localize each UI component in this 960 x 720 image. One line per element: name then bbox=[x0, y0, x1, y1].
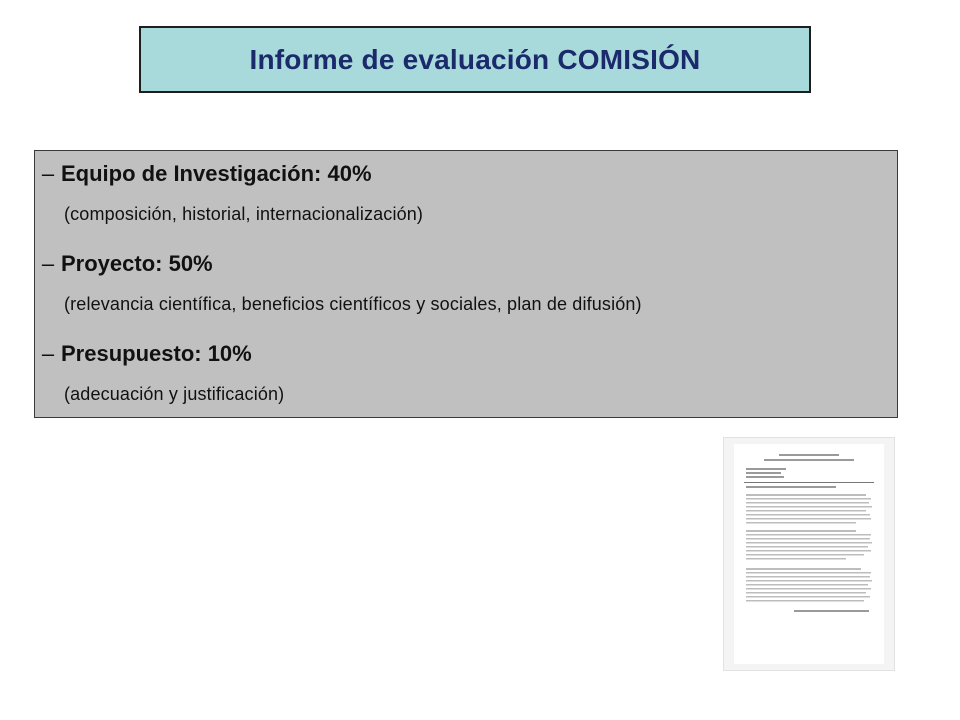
criterion-heading: Presupuesto: 10% bbox=[61, 341, 252, 366]
document-thumbnail-icon bbox=[734, 444, 884, 664]
criterion-budget bbox=[35, 337, 897, 427]
criterion-heading: Proyecto: 50% bbox=[61, 251, 213, 276]
criterion-detail: (composición, historial, internacionalización) bbox=[64, 204, 424, 224]
document-thumbnail bbox=[723, 437, 895, 671]
bullet-dash: – bbox=[41, 341, 55, 366]
criterion-detail: (adecuación y justificación) bbox=[64, 384, 285, 404]
criterion-detail: (relevancia científica, beneficios científicos y sociales, plan de difusión) bbox=[64, 294, 642, 314]
criteria-panel bbox=[34, 150, 898, 418]
bullet-dash: – bbox=[41, 251, 55, 276]
bullet-dash: – bbox=[41, 161, 55, 186]
title-banner bbox=[139, 26, 811, 93]
criterion-heading: Equipo de Investigación: 40% bbox=[61, 161, 372, 186]
criterion-team bbox=[35, 157, 897, 247]
criterion-project bbox=[35, 247, 897, 337]
slide-title: Informe de evaluación COMISIÓN bbox=[249, 43, 701, 75]
